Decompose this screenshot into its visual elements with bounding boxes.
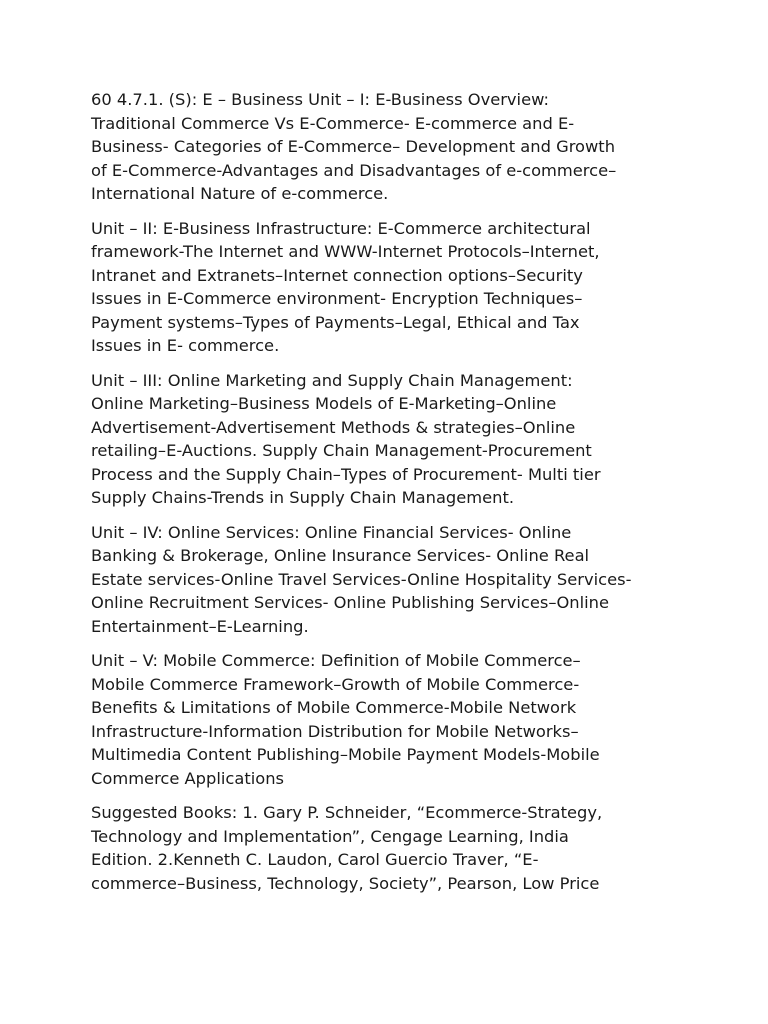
document-body (91, 88, 691, 906)
paragraph-unit-3: Unit – III: Online Marketing and Supply Chain Management: Online Marketing–Business Models of E-Marketing–Online Advertisement-Advertisement Methods & strategies–Online retailing–E-Auctions. Supply Chain Management-Procurement Process and the Supply Chain–Types of Procurement- Multi tier Supply Chains-Trends in Supply Chain Management. (91, 370, 601, 507)
paragraph-unit-2: Unit – II: E-Business Infrastructure: E-Commerce architectural framework-The Internet and WWW-Internet Protocols–Internet, Intranet and Extranets–Internet connection options–Security Issues in E-Commerce environment- Encryption Techniques– Payment systems–Types of Payments–Legal, Ethical and Tax Issues in E- commerce. (91, 218, 600, 355)
paragraph-unit-1: 60 4.7.1. (S): E – Business Unit – I: E-Business Overview: Traditional Commerce Vs E-Commerce- E-commerce and E- Business- Categories of E-Commerce– Development and Growth of E-Commerce-Advantages and Disadvantages of e-commerce– International Nature of e-commerce. (91, 90, 617, 203)
paragraph-unit-4: Unit – IV: Online Services: Online Financial Services- Online Banking & Brokerage, Online Insurance Services- Online Real Estate services-Online Travel Services-Online Hospitality Services- Online Recruitment Services- Online Publishing Services–Online Entertainment–E-Learning. (91, 522, 632, 636)
paragraph-unit-5: Unit – V: Mobile Commerce: Definition of Mobile Commerce– Mobile Commerce Framework–Growth of Mobile Commerce- Benefits & Limitations of Mobile Commerce-Mobile Network Infrastructure-Information Distribution for Mobile Networks– Multimedia Content Publishing–Mobile Payment Models-Mobile Commerce Applications (91, 651, 600, 788)
paragraph-suggested-books: Suggested Books: 1. Gary P. Schneider, “Ecommerce-Strategy, Technology and Implementation”, Cengage Learning, India Edition. 2.Kenneth C. Laudon, Carol Guercio Traver, “E- commerce–Business, Technology, Society”, Pearson, Low Price (91, 803, 603, 893)
